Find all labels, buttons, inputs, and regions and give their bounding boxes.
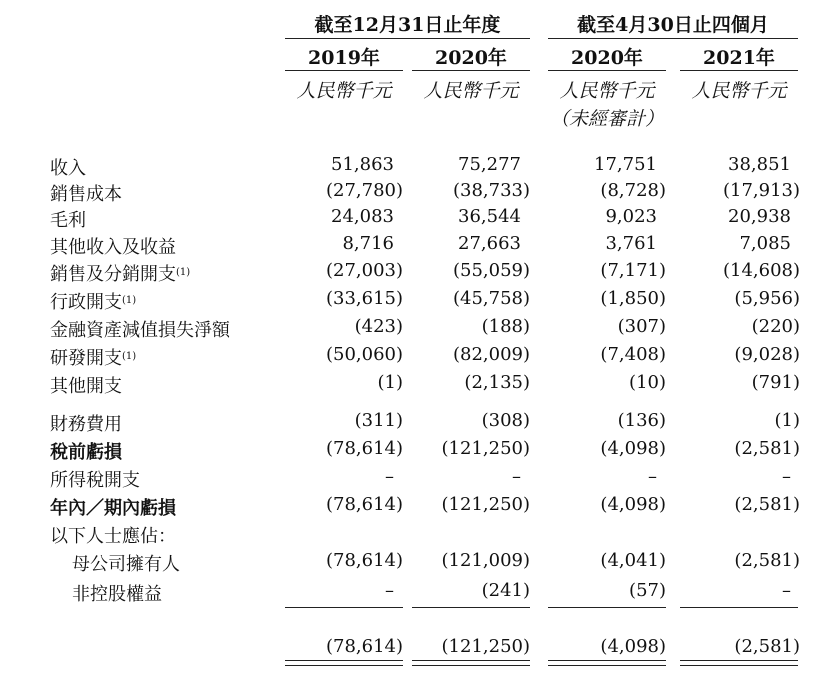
year-2020-annual: 2020年	[435, 47, 507, 69]
row-label-text: 銷售成本	[50, 184, 122, 205]
row-value: (311)	[354, 410, 403, 431]
year-rule-4	[680, 70, 798, 71]
row-value: 8,716	[342, 233, 394, 254]
unit-label-4: 人民幣千元	[691, 80, 787, 102]
row-label-text: 其他收入及收益	[50, 237, 176, 258]
row-value: (220)	[751, 316, 800, 337]
row-value: (308)	[481, 410, 530, 431]
header-rule-four-months	[548, 38, 798, 39]
row-value: (10)	[629, 372, 666, 393]
row-value: (4,041)	[600, 550, 666, 571]
year-rule-1	[285, 70, 403, 71]
row-label-text: 財務費用	[50, 414, 122, 435]
row-value: 9,023	[605, 206, 657, 227]
row-label-text: 非控股權益	[72, 584, 162, 605]
row-label-text: 收入	[50, 158, 86, 179]
row-label-text: 毛利	[50, 210, 86, 231]
row-value: (2,581)	[734, 438, 800, 459]
row-value: (78,614)	[325, 438, 403, 459]
footnote-marker: (1)	[122, 351, 137, 362]
total-value: (2,581)	[734, 636, 800, 657]
year-rule-2	[412, 70, 530, 71]
unit-label-2: 人民幣千元	[423, 80, 519, 102]
row-label	[50, 372, 122, 398]
row-label-text: 其他開支	[50, 376, 122, 397]
row-value: (121,250)	[441, 438, 530, 459]
footnote-marker: (1)	[122, 295, 137, 306]
row-value: (307)	[617, 316, 666, 337]
row-value: (791)	[751, 372, 800, 393]
row-label	[50, 410, 122, 436]
row-value: –	[782, 580, 791, 601]
row-value: (5,956)	[734, 288, 800, 309]
row-value: 3,761	[605, 233, 657, 254]
row-value: (55,059)	[452, 260, 530, 281]
row-value: 38,851	[728, 154, 791, 175]
row-value: (1)	[377, 372, 403, 393]
row-value: (7,171)	[600, 260, 666, 281]
row-value: (2,135)	[464, 372, 530, 393]
unaudited-note: （未經審計）	[549, 108, 664, 130]
row-value: (78,614)	[325, 550, 403, 571]
year-2021-period: 2021年	[703, 47, 775, 69]
year-2020-period: 2020年	[571, 47, 643, 69]
header-group-annual: 截至12月31日止年度	[314, 14, 501, 36]
row-value: (57)	[629, 580, 666, 601]
unit-label-1: 人民幣千元	[296, 80, 392, 102]
row-label	[50, 260, 190, 286]
row-label	[50, 206, 86, 232]
row-label-text: 年內／期內虧損	[50, 498, 176, 519]
row-value: (188)	[481, 316, 530, 337]
row-label-text: 銷售及分銷開支	[50, 264, 176, 285]
row-label	[72, 550, 180, 576]
row-value: (121,250)	[441, 494, 530, 515]
row-value: (1,850)	[600, 288, 666, 309]
row-label	[50, 180, 122, 206]
row-value: (9,028)	[734, 344, 800, 365]
row-value: (423)	[354, 316, 403, 337]
row-value: (7,408)	[600, 344, 666, 365]
row-value: (4,098)	[600, 438, 666, 459]
row-value: –	[385, 580, 394, 601]
row-label	[72, 580, 162, 606]
row-value: (50,060)	[325, 344, 403, 365]
row-value: 75,277	[458, 154, 521, 175]
header-group-four-months: 截至4月30日止四個月	[577, 14, 769, 36]
total-double-rule	[680, 660, 798, 666]
total-double-rule	[548, 660, 666, 666]
total-value: (78,614)	[325, 636, 403, 657]
row-label	[50, 154, 86, 180]
row-value: –	[782, 466, 791, 487]
total-value: (121,250)	[441, 636, 530, 657]
header-rule-annual	[285, 38, 530, 39]
row-value: (27,003)	[325, 260, 403, 281]
row-label-text: 稅前虧損	[50, 442, 122, 463]
row-value: 7,085	[739, 233, 791, 254]
subtotal-rule	[412, 607, 530, 608]
row-value: (82,009)	[452, 344, 530, 365]
row-value: (121,009)	[441, 550, 530, 571]
row-label	[50, 233, 176, 259]
row-label	[50, 522, 176, 548]
row-value: (14,608)	[722, 260, 800, 281]
total-value: (4,098)	[600, 636, 666, 657]
row-value: (8,728)	[600, 180, 666, 201]
row-value: (1)	[774, 410, 800, 431]
row-value: (78,614)	[325, 494, 403, 515]
row-value: 51,863	[331, 154, 394, 175]
row-label-text: 母公司擁有人	[72, 554, 180, 575]
row-label	[50, 288, 136, 314]
row-value: (4,098)	[600, 494, 666, 515]
row-value: –	[648, 466, 657, 487]
row-value: (45,758)	[452, 288, 530, 309]
row-label-text: 金融資產減值損失淨額	[50, 320, 230, 341]
unit-label-3: 人民幣千元	[559, 80, 655, 102]
row-value: 27,663	[458, 233, 521, 254]
row-label-text: 行政開支	[50, 292, 122, 313]
year-2019: 2019年	[308, 47, 380, 69]
subtotal-rule	[548, 607, 666, 608]
row-value: (17,913)	[722, 180, 800, 201]
row-label-text: 以下人士應佔：	[50, 526, 176, 547]
subtotal-rule	[680, 607, 798, 608]
row-value: 24,083	[331, 206, 394, 227]
row-value: 36,544	[458, 206, 521, 227]
row-label	[50, 316, 230, 342]
row-value: (2,581)	[734, 550, 800, 571]
row-label	[50, 438, 122, 464]
row-label-text: 所得稅開支	[50, 470, 140, 491]
total-double-rule	[285, 660, 403, 666]
row-value: 20,938	[728, 206, 791, 227]
row-label	[50, 344, 136, 370]
row-label	[50, 494, 176, 520]
total-double-rule	[412, 660, 530, 666]
year-rule-3	[548, 70, 666, 71]
row-value: (2,581)	[734, 494, 800, 515]
row-value: (27,780)	[325, 180, 403, 201]
row-label	[50, 466, 140, 492]
row-value: (241)	[481, 580, 530, 601]
row-value: (136)	[617, 410, 666, 431]
row-value: –	[385, 466, 394, 487]
row-value: (38,733)	[452, 180, 530, 201]
subtotal-rule	[285, 607, 403, 608]
row-label-text: 研發開支	[50, 348, 122, 369]
row-value: –	[512, 466, 521, 487]
row-value: 17,751	[594, 154, 657, 175]
row-value: (33,615)	[325, 288, 403, 309]
footnote-marker: (1)	[176, 267, 191, 278]
